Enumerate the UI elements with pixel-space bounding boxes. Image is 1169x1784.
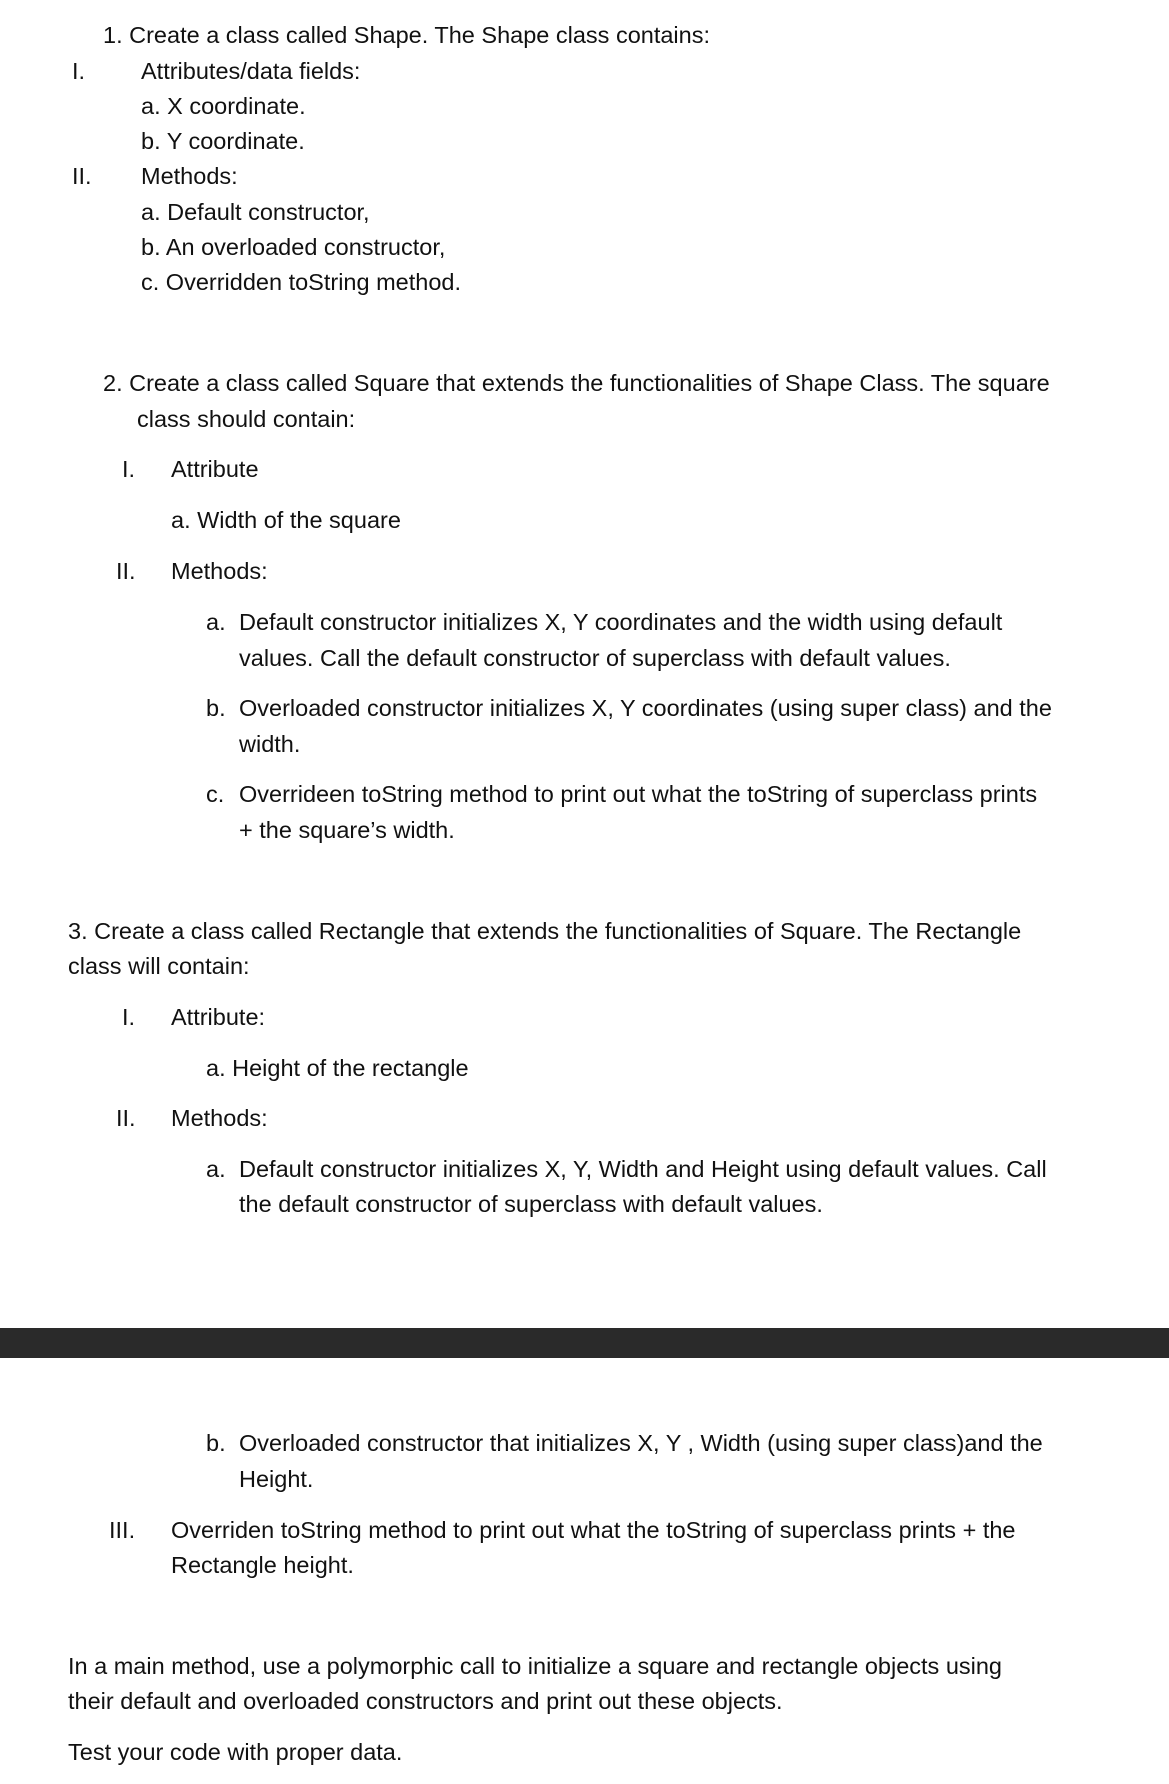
test-instruction: Test your code with proper data.	[68, 1739, 403, 1765]
q3-method-b-line1: Overloaded constructor that initializes X, Y , Width (using super class)and the	[239, 1430, 1043, 1456]
q2-method-b-line2: width.	[239, 731, 301, 757]
q2-heading-line2: class should contain:	[137, 406, 356, 432]
q1-attributes-label: Attributes/data fields:	[141, 58, 361, 84]
q1-method-c: c. Overridden toString method.	[141, 269, 462, 295]
q2-roman-ii: II.	[116, 558, 136, 584]
q3-heading-line1: 3. Create a class called Rectangle that extends the functionalities of Square. The Rectangle	[68, 918, 1022, 944]
q3-method-a-line1: Default constructor initializes X, Y, Width and Height using default values. Call	[239, 1156, 1047, 1182]
q3-attr-a: a. Height of the rectangle	[206, 1055, 469, 1081]
q3-roman-i: I.	[122, 1004, 136, 1030]
q1-heading: 1. Create a class called Shape. The Shape class contains:	[103, 22, 711, 48]
q3-method-a-marker: a.	[206, 1156, 226, 1182]
q1-roman-i: I.	[72, 58, 86, 84]
q3-method-a-line2: the default constructor of superclass with default values.	[239, 1191, 823, 1217]
q1-method-a: a. Default constructor,	[141, 199, 370, 225]
q3-methods-label: Methods:	[171, 1105, 268, 1131]
q3-attribute-label: Attribute:	[171, 1004, 266, 1030]
q2-methods-label: Methods:	[171, 558, 268, 584]
q2-method-a-line1: Default constructor initializes X, Y coordinates and the width using default	[239, 609, 1003, 635]
q1-method-b: b. An overloaded constructor,	[141, 234, 446, 260]
q2-method-b-marker: b.	[206, 695, 226, 721]
q1-methods-label: Methods:	[141, 163, 238, 189]
q2-method-a-marker: a.	[206, 609, 226, 635]
q2-method-b-line1: Overloaded constructor initializes X, Y coordinates (using super class) and the	[239, 695, 1052, 721]
q3-heading-line2: class will contain:	[68, 953, 250, 979]
q2-method-c-marker: c.	[206, 781, 225, 807]
page-divider	[0, 1328, 1169, 1358]
q3-method-b-marker: b.	[206, 1430, 226, 1456]
q1-attr-a: a. X coordinate.	[141, 93, 306, 119]
q2-attr-a: a. Width of the square	[171, 507, 401, 533]
q2-method-c-line2: + the square’s width.	[239, 817, 455, 843]
q3-tostring-line2: Rectangle height.	[171, 1552, 354, 1578]
q2-method-a-line2: values. Call the default constructor of superclass with default values.	[239, 645, 951, 671]
q2-roman-i: I.	[122, 456, 136, 482]
main-instructions-line2: their default and overloaded constructors and print out these objects.	[68, 1688, 783, 1714]
q2-heading-line1: 2. Create a class called Square that extends the functionalities of Shape Class. The square	[103, 370, 1050, 396]
q1-roman-ii: II.	[72, 163, 92, 189]
q3-roman-iii: III.	[109, 1517, 136, 1543]
main-instructions-line1: In a main method, use a polymorphic call to initialize a square and rectangle objects using	[68, 1653, 1002, 1679]
q3-method-b-line2: Height.	[239, 1466, 314, 1492]
q1-attr-b: b. Y coordinate.	[141, 128, 305, 154]
q2-attribute-label: Attribute	[171, 456, 259, 482]
q3-tostring-line1: Overriden toString method to print out what the toString of superclass prints + the	[171, 1517, 1016, 1543]
q3-roman-ii: II.	[116, 1105, 136, 1131]
q2-method-c-line1: Overrideen toString method to print out what the toString of superclass prints	[239, 781, 1038, 807]
